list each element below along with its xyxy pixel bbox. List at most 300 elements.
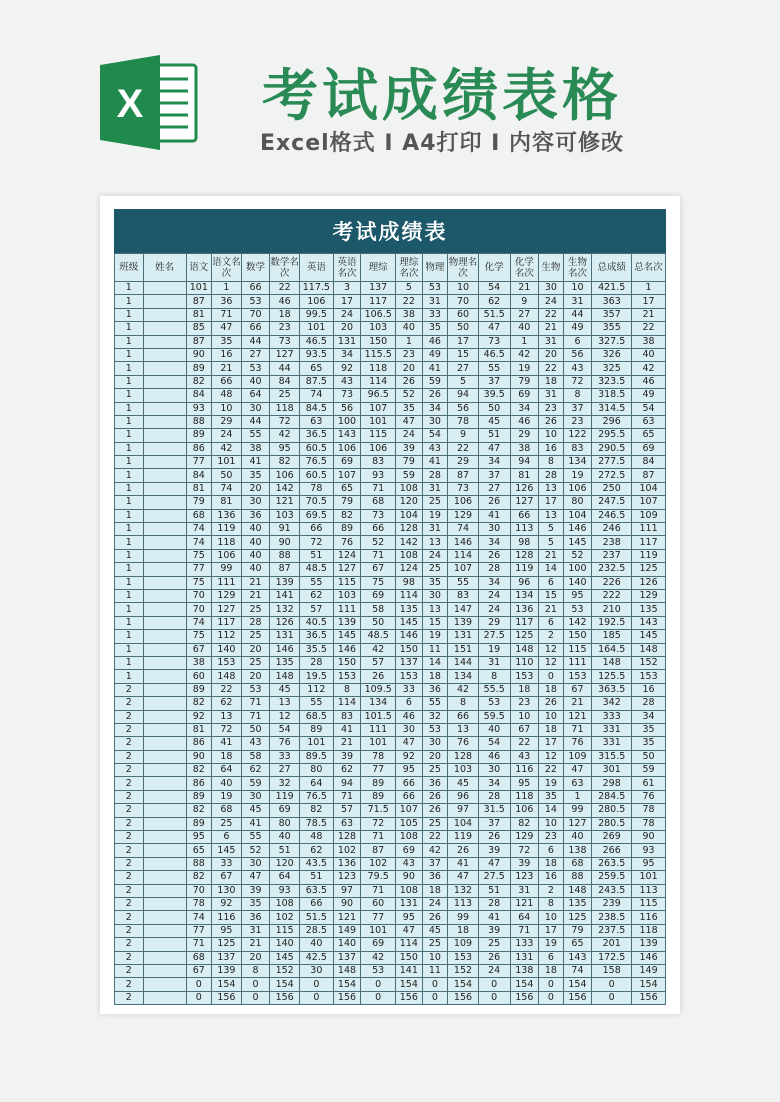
- table-cell[interactable]: 116: [510, 764, 539, 777]
- table-cell[interactable]: [143, 389, 186, 402]
- table-cell[interactable]: 87: [448, 469, 479, 482]
- table-cell[interactable]: 130: [212, 884, 242, 897]
- table-cell[interactable]: 135: [563, 897, 592, 910]
- table-cell[interactable]: 101: [361, 737, 396, 750]
- table-cell[interactable]: 55: [299, 576, 333, 589]
- table-cell[interactable]: 78.5: [299, 817, 333, 830]
- table-cell[interactable]: 152: [270, 964, 300, 977]
- table-cell[interactable]: [143, 831, 186, 844]
- table-cell[interactable]: 55: [448, 576, 479, 589]
- table-cell[interactable]: 69.5: [299, 509, 333, 522]
- table-cell[interactable]: 139: [212, 964, 242, 977]
- table-cell[interactable]: 88: [186, 415, 212, 428]
- table-cell[interactable]: 301: [592, 764, 632, 777]
- table-cell[interactable]: 141: [396, 964, 423, 977]
- table-cell[interactable]: 143: [632, 616, 666, 629]
- table-cell[interactable]: [143, 683, 186, 696]
- table-cell[interactable]: 18: [539, 375, 564, 388]
- table-cell[interactable]: 156: [212, 991, 242, 1004]
- table-cell[interactable]: 31: [539, 335, 564, 348]
- table-cell[interactable]: 28: [422, 469, 448, 482]
- table-cell[interactable]: 280.5: [592, 817, 632, 830]
- table-cell[interactable]: 75: [361, 576, 396, 589]
- table-cell[interactable]: 134: [448, 670, 479, 683]
- table-cell[interactable]: 0: [539, 978, 564, 991]
- table-cell[interactable]: 11: [422, 643, 448, 656]
- table-cell[interactable]: 277.5: [592, 456, 632, 469]
- table-cell[interactable]: 138: [510, 964, 539, 977]
- table-cell[interactable]: 60: [448, 308, 479, 321]
- table-cell[interactable]: 31: [241, 924, 270, 937]
- table-cell[interactable]: 21: [241, 576, 270, 589]
- table-cell[interactable]: [143, 616, 186, 629]
- table-cell[interactable]: 1: [563, 790, 592, 803]
- table-cell[interactable]: 139: [632, 938, 666, 951]
- table-cell[interactable]: 154: [396, 978, 423, 991]
- table-cell[interactable]: 41: [241, 456, 270, 469]
- table-cell[interactable]: 65: [563, 938, 592, 951]
- table-cell[interactable]: 66: [396, 777, 423, 790]
- table-cell[interactable]: 2: [115, 737, 144, 750]
- table-cell[interactable]: 1: [632, 282, 666, 295]
- table-cell[interactable]: 2: [115, 991, 144, 1004]
- table-cell[interactable]: 18: [539, 857, 564, 870]
- table-cell[interactable]: 109: [448, 938, 479, 951]
- table-cell[interactable]: 66: [448, 710, 479, 723]
- table-cell[interactable]: 263.5: [592, 857, 632, 870]
- table-cell[interactable]: 26: [361, 670, 396, 683]
- table-cell[interactable]: 81: [186, 308, 212, 321]
- table-cell[interactable]: 156: [333, 991, 361, 1004]
- table-cell[interactable]: 2: [115, 764, 144, 777]
- table-cell[interactable]: 69: [333, 456, 361, 469]
- table-cell[interactable]: 68.5: [299, 710, 333, 723]
- table-cell[interactable]: 127: [270, 348, 300, 361]
- table-cell[interactable]: 19: [539, 938, 564, 951]
- table-cell[interactable]: 331: [592, 723, 632, 736]
- table-cell[interactable]: 119: [510, 563, 539, 576]
- table-cell[interactable]: 21: [563, 697, 592, 710]
- table-cell[interactable]: 141: [270, 589, 300, 602]
- table-cell[interactable]: 71: [361, 482, 396, 495]
- table-cell[interactable]: 0: [299, 991, 333, 1004]
- table-cell[interactable]: 121: [510, 897, 539, 910]
- table-cell[interactable]: 87: [632, 469, 666, 482]
- table-cell[interactable]: 78: [632, 817, 666, 830]
- table-cell[interactable]: [143, 308, 186, 321]
- table-cell[interactable]: 77: [186, 563, 212, 576]
- table-cell[interactable]: 35: [212, 335, 242, 348]
- table-cell[interactable]: 144: [448, 656, 479, 669]
- table-cell[interactable]: 24: [478, 964, 510, 977]
- table-cell[interactable]: 2: [115, 938, 144, 951]
- table-cell[interactable]: 259.5: [592, 871, 632, 884]
- table-cell[interactable]: 88: [563, 871, 592, 884]
- table-cell[interactable]: 69: [361, 938, 396, 951]
- table-cell[interactable]: 6: [539, 951, 564, 964]
- table-cell[interactable]: 38: [510, 442, 539, 455]
- table-cell[interactable]: 55: [422, 697, 448, 710]
- table-cell[interactable]: 153: [396, 670, 423, 683]
- table-cell[interactable]: 50: [361, 616, 396, 629]
- table-cell[interactable]: 150: [563, 630, 592, 643]
- table-cell[interactable]: 150: [396, 951, 423, 964]
- table-cell[interactable]: 82: [186, 764, 212, 777]
- table-cell[interactable]: 60.5: [299, 442, 333, 455]
- table-cell[interactable]: 35: [632, 723, 666, 736]
- table-cell[interactable]: 10: [539, 817, 564, 830]
- table-cell[interactable]: 24: [539, 295, 564, 308]
- table-cell[interactable]: 290.5: [592, 442, 632, 455]
- table-cell[interactable]: 40: [241, 563, 270, 576]
- table-cell[interactable]: 30: [539, 282, 564, 295]
- table-cell[interactable]: 30: [396, 723, 423, 736]
- table-cell[interactable]: 10: [212, 402, 242, 415]
- table-cell[interactable]: [143, 456, 186, 469]
- table-cell[interactable]: 17: [539, 737, 564, 750]
- table-cell[interactable]: 53: [422, 723, 448, 736]
- table-cell[interactable]: 95: [212, 924, 242, 937]
- table-cell[interactable]: 23: [539, 402, 564, 415]
- table-cell[interactable]: 13: [448, 723, 479, 736]
- table-cell[interactable]: 117: [212, 616, 242, 629]
- table-cell[interactable]: 109: [632, 509, 666, 522]
- table-cell[interactable]: [143, 951, 186, 964]
- table-cell[interactable]: 146: [270, 643, 300, 656]
- table-cell[interactable]: 138: [563, 844, 592, 857]
- table-cell[interactable]: 62: [299, 844, 333, 857]
- table-cell[interactable]: 47: [478, 442, 510, 455]
- table-cell[interactable]: 40: [241, 375, 270, 388]
- table-cell[interactable]: 27: [270, 764, 300, 777]
- table-cell[interactable]: 52: [563, 549, 592, 562]
- table-cell[interactable]: 40: [212, 777, 242, 790]
- table-cell[interactable]: 137: [212, 951, 242, 964]
- table-cell[interactable]: 140: [212, 643, 242, 656]
- table-cell[interactable]: 12: [539, 750, 564, 763]
- table-cell[interactable]: 127: [333, 563, 361, 576]
- table-cell[interactable]: 39: [333, 750, 361, 763]
- table-cell[interactable]: 21: [241, 589, 270, 602]
- table-cell[interactable]: 71: [333, 790, 361, 803]
- table-cell[interactable]: 121: [270, 496, 300, 509]
- table-cell[interactable]: 51: [299, 549, 333, 562]
- table-cell[interactable]: 107: [333, 469, 361, 482]
- table-cell[interactable]: 63: [632, 415, 666, 428]
- table-cell[interactable]: [143, 911, 186, 924]
- table-cell[interactable]: 119: [270, 790, 300, 803]
- table-cell[interactable]: 80: [563, 496, 592, 509]
- table-cell[interactable]: 28: [478, 790, 510, 803]
- table-cell[interactable]: 57: [299, 603, 333, 616]
- table-cell[interactable]: 67: [510, 723, 539, 736]
- table-cell[interactable]: 78: [299, 482, 333, 495]
- table-cell[interactable]: 6: [212, 831, 242, 844]
- table-cell[interactable]: 0: [186, 991, 212, 1004]
- table-cell[interactable]: [143, 764, 186, 777]
- table-cell[interactable]: 150: [396, 643, 423, 656]
- table-cell[interactable]: 26: [539, 697, 564, 710]
- table-cell[interactable]: 22: [422, 831, 448, 844]
- table-cell[interactable]: 120: [270, 857, 300, 870]
- table-cell[interactable]: 65: [333, 482, 361, 495]
- table-cell[interactable]: 72: [361, 817, 396, 830]
- table-cell[interactable]: 127: [510, 496, 539, 509]
- table-cell[interactable]: 114: [448, 549, 479, 562]
- table-cell[interactable]: 10: [563, 282, 592, 295]
- table-cell[interactable]: 42.5: [299, 951, 333, 964]
- table-cell[interactable]: 19: [510, 362, 539, 375]
- table-cell[interactable]: 151: [448, 643, 479, 656]
- table-cell[interactable]: 127: [563, 817, 592, 830]
- table-cell[interactable]: 22: [270, 282, 300, 295]
- table-cell[interactable]: 96: [448, 790, 479, 803]
- table-cell[interactable]: 56: [448, 402, 479, 415]
- table-cell[interactable]: 135: [396, 603, 423, 616]
- table-cell[interactable]: 13: [539, 482, 564, 495]
- table-cell[interactable]: 82: [270, 456, 300, 469]
- table-cell[interactable]: 93: [270, 884, 300, 897]
- table-cell[interactable]: 272.5: [592, 469, 632, 482]
- table-cell[interactable]: 25: [422, 496, 448, 509]
- table-cell[interactable]: 106: [270, 469, 300, 482]
- table-cell[interactable]: 38: [632, 335, 666, 348]
- table-cell[interactable]: [143, 335, 186, 348]
- table-cell[interactable]: 2: [115, 964, 144, 977]
- table-cell[interactable]: 52: [396, 389, 423, 402]
- table-cell[interactable]: 123: [333, 871, 361, 884]
- table-cell[interactable]: 30: [241, 402, 270, 415]
- table-cell[interactable]: 89.5: [299, 750, 333, 763]
- table-cell[interactable]: 90: [186, 348, 212, 361]
- table-cell[interactable]: 83: [563, 442, 592, 455]
- table-cell[interactable]: 0: [478, 978, 510, 991]
- table-cell[interactable]: 1: [115, 643, 144, 656]
- table-cell[interactable]: 19: [478, 643, 510, 656]
- table-cell[interactable]: 92: [186, 710, 212, 723]
- table-cell[interactable]: 62: [478, 295, 510, 308]
- table-cell[interactable]: 131: [333, 335, 361, 348]
- table-cell[interactable]: 30: [422, 737, 448, 750]
- table-cell[interactable]: 133: [510, 938, 539, 951]
- table-cell[interactable]: 8: [333, 683, 361, 696]
- table-cell[interactable]: 0: [478, 991, 510, 1004]
- table-cell[interactable]: 1: [115, 348, 144, 361]
- table-cell[interactable]: 25: [422, 938, 448, 951]
- table-cell[interactable]: 131: [448, 630, 479, 643]
- table-cell[interactable]: 67: [186, 643, 212, 656]
- table-cell[interactable]: 95: [396, 911, 423, 924]
- table-cell[interactable]: 78: [632, 804, 666, 817]
- table-cell[interactable]: 1: [115, 630, 144, 643]
- table-cell[interactable]: 94: [333, 777, 361, 790]
- table-cell[interactable]: 19: [563, 469, 592, 482]
- table-cell[interactable]: 42: [212, 442, 242, 455]
- table-cell[interactable]: 355: [592, 322, 632, 335]
- table-cell[interactable]: 20: [241, 482, 270, 495]
- table-cell[interactable]: 113: [448, 897, 479, 910]
- table-cell[interactable]: 314.5: [592, 402, 632, 415]
- table-cell[interactable]: 28: [299, 656, 333, 669]
- table-cell[interactable]: [143, 362, 186, 375]
- table-cell[interactable]: 92: [396, 750, 423, 763]
- table-cell[interactable]: 114: [361, 375, 396, 388]
- table-cell[interactable]: 63.5: [299, 884, 333, 897]
- table-cell[interactable]: 74: [448, 523, 479, 536]
- table-cell[interactable]: 60: [361, 897, 396, 910]
- table-cell[interactable]: 104: [632, 482, 666, 495]
- table-cell[interactable]: 45: [478, 415, 510, 428]
- table-cell[interactable]: [143, 429, 186, 442]
- table-cell[interactable]: 129: [510, 831, 539, 844]
- table-cell[interactable]: 142: [396, 536, 423, 549]
- table-cell[interactable]: 39: [478, 924, 510, 937]
- table-cell[interactable]: 295.5: [592, 429, 632, 442]
- table-cell[interactable]: 117: [510, 616, 539, 629]
- table-cell[interactable]: 89: [186, 362, 212, 375]
- table-cell[interactable]: [143, 750, 186, 763]
- table-cell[interactable]: 108: [396, 884, 423, 897]
- table-cell[interactable]: 150: [361, 335, 396, 348]
- table-cell[interactable]: [143, 442, 186, 455]
- table-cell[interactable]: 2: [115, 697, 144, 710]
- table-cell[interactable]: 91: [270, 523, 300, 536]
- table-cell[interactable]: 118: [361, 362, 396, 375]
- table-cell[interactable]: 14: [422, 656, 448, 669]
- table-cell[interactable]: 43: [241, 737, 270, 750]
- table-cell[interactable]: 18: [270, 308, 300, 321]
- table-cell[interactable]: 89: [361, 777, 396, 790]
- table-cell[interactable]: 62: [241, 764, 270, 777]
- table-cell[interactable]: 111: [212, 576, 242, 589]
- table-cell[interactable]: 2: [115, 831, 144, 844]
- table-cell[interactable]: 152: [632, 656, 666, 669]
- table-cell[interactable]: 139: [448, 616, 479, 629]
- table-cell[interactable]: 113: [510, 523, 539, 536]
- table-cell[interactable]: 84: [186, 469, 212, 482]
- table-cell[interactable]: 172.5: [592, 951, 632, 964]
- table-cell[interactable]: 18: [539, 723, 564, 736]
- table-cell[interactable]: 23: [563, 415, 592, 428]
- table-cell[interactable]: 76.5: [299, 456, 333, 469]
- table-cell[interactable]: 107: [448, 563, 479, 576]
- table-cell[interactable]: 53: [241, 362, 270, 375]
- table-cell[interactable]: 49: [632, 389, 666, 402]
- table-cell[interactable]: 20: [333, 322, 361, 335]
- table-cell[interactable]: 0: [592, 978, 632, 991]
- table-cell[interactable]: 13: [539, 509, 564, 522]
- table-cell[interactable]: 28: [478, 563, 510, 576]
- table-cell[interactable]: 27.5: [478, 630, 510, 643]
- table-cell[interactable]: 84: [632, 456, 666, 469]
- table-cell[interactable]: 45: [422, 924, 448, 937]
- table-cell[interactable]: 106: [510, 804, 539, 817]
- table-cell[interactable]: 64: [212, 764, 242, 777]
- table-cell[interactable]: [143, 964, 186, 977]
- table-cell[interactable]: 38: [396, 308, 423, 321]
- table-cell[interactable]: 25: [422, 817, 448, 830]
- table-cell[interactable]: 111: [563, 656, 592, 669]
- table-cell[interactable]: 284.5: [592, 790, 632, 803]
- table-cell[interactable]: 2: [115, 844, 144, 857]
- table-cell[interactable]: 2: [115, 951, 144, 964]
- table-cell[interactable]: 35: [422, 322, 448, 335]
- table-cell[interactable]: 134: [510, 589, 539, 602]
- table-cell[interactable]: 71: [361, 549, 396, 562]
- table-cell[interactable]: 66: [241, 322, 270, 335]
- table-cell[interactable]: 64: [241, 389, 270, 402]
- table-cell[interactable]: 41: [422, 362, 448, 375]
- table-cell[interactable]: 68: [212, 804, 242, 817]
- table-cell[interactable]: 153: [333, 670, 361, 683]
- table-cell[interactable]: 26: [448, 844, 479, 857]
- table-cell[interactable]: 421.5: [592, 282, 632, 295]
- table-cell[interactable]: 46: [632, 375, 666, 388]
- table-cell[interactable]: 44: [270, 362, 300, 375]
- table-cell[interactable]: 87.5: [299, 375, 333, 388]
- table-cell[interactable]: 115: [270, 924, 300, 937]
- table-cell[interactable]: 154: [563, 978, 592, 991]
- table-cell[interactable]: 210: [592, 603, 632, 616]
- table-cell[interactable]: 149: [632, 964, 666, 977]
- table-cell[interactable]: 23: [396, 348, 423, 361]
- table-cell[interactable]: 139: [333, 616, 361, 629]
- table-cell[interactable]: 17: [632, 295, 666, 308]
- table-cell[interactable]: 25: [478, 938, 510, 951]
- table-cell[interactable]: 21: [539, 603, 564, 616]
- table-cell[interactable]: 55: [299, 697, 333, 710]
- table-cell[interactable]: [143, 549, 186, 562]
- table-cell[interactable]: 1: [115, 402, 144, 415]
- table-cell[interactable]: 84: [270, 375, 300, 388]
- table-cell[interactable]: 83: [361, 456, 396, 469]
- table-cell[interactable]: 1: [115, 335, 144, 348]
- table-cell[interactable]: 119: [448, 831, 479, 844]
- table-cell[interactable]: 69: [510, 389, 539, 402]
- table-cell[interactable]: 15: [422, 616, 448, 629]
- table-cell[interactable]: 27: [241, 348, 270, 361]
- table-cell[interactable]: 125: [510, 630, 539, 643]
- table-cell[interactable]: [143, 777, 186, 790]
- table-cell[interactable]: 156: [396, 991, 423, 1004]
- table-cell[interactable]: 0: [422, 978, 448, 991]
- table-cell[interactable]: 51.5: [299, 911, 333, 924]
- table-cell[interactable]: 68: [563, 857, 592, 870]
- table-cell[interactable]: 32: [422, 710, 448, 723]
- table-cell[interactable]: 73: [333, 389, 361, 402]
- table-cell[interactable]: 124: [333, 549, 361, 562]
- table-cell[interactable]: 95: [563, 589, 592, 602]
- table-cell[interactable]: 1: [115, 469, 144, 482]
- table-cell[interactable]: 10: [539, 710, 564, 723]
- table-cell[interactable]: [143, 656, 186, 669]
- table-cell[interactable]: 135: [270, 656, 300, 669]
- table-cell[interactable]: 74: [186, 911, 212, 924]
- table-cell[interactable]: 82: [186, 871, 212, 884]
- table-cell[interactable]: 13: [270, 697, 300, 710]
- table-cell[interactable]: 111: [361, 723, 396, 736]
- table-cell[interactable]: 120: [396, 496, 423, 509]
- table-cell[interactable]: 46: [422, 335, 448, 348]
- table-cell[interactable]: 54: [478, 737, 510, 750]
- table-cell[interactable]: 0: [592, 991, 632, 1004]
- table-cell[interactable]: 35: [241, 897, 270, 910]
- table-cell[interactable]: [143, 737, 186, 750]
- table-cell[interactable]: 226: [592, 576, 632, 589]
- table-cell[interactable]: 238: [592, 536, 632, 549]
- table-cell[interactable]: [143, 282, 186, 295]
- table-cell[interactable]: 72: [563, 375, 592, 388]
